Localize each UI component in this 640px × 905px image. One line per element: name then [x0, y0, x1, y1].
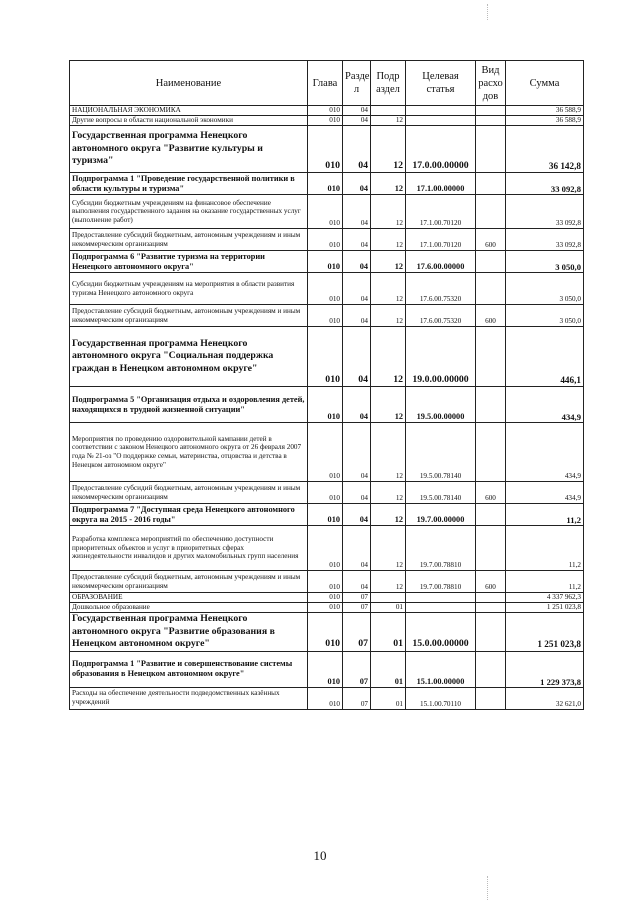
header-glava: Глава [308, 61, 343, 106]
cell-glava: 010 [308, 423, 343, 482]
cell-vid [476, 593, 506, 603]
cell-vid [476, 613, 506, 652]
table-row [70, 195, 584, 229]
cell-celevaya [406, 593, 476, 603]
cell-vid [476, 173, 506, 195]
header-razdel: Разде л [343, 61, 371, 106]
cell-podrazdel [371, 593, 406, 603]
table-row [70, 571, 584, 593]
cell-summa: 33 092,8 [506, 173, 584, 195]
header-summa: Сумма [506, 61, 584, 106]
cell-glava: 010 [308, 126, 343, 173]
cell-name: Предоставление субсидий бюджетным, автономным учреждениям и иным некоммерческим организациям [70, 229, 308, 251]
cell-vid [476, 126, 506, 173]
cell-summa: 3 050,0 [506, 305, 584, 327]
cell-podrazdel: 12 [371, 229, 406, 251]
cell-vid [476, 251, 506, 273]
cell-razdel: 04 [343, 173, 371, 195]
cell-glava: 010 [308, 526, 343, 571]
cell-name: НАЦИОНАЛЬНАЯ ЭКОНОМИКА [70, 106, 308, 116]
cell-name: Подпрограмма 1 "Проведение государственной политики в области культуры и туризма" [70, 173, 308, 195]
cell-glava: 010 [308, 387, 343, 423]
cell-summa: 33 092,8 [506, 229, 584, 251]
table-row [70, 613, 584, 652]
cell-razdel: 04 [343, 106, 371, 116]
cell-summa: 434,9 [506, 423, 584, 482]
cell-celevaya: 17.6.00.00000 [406, 251, 476, 273]
cell-celevaya: 17.6.00.75320 [406, 305, 476, 327]
scan-artifact [487, 4, 489, 20]
cell-name: Субсидии бюджетным учреждениям на финансовое обеспечение выполнения государственного задания на оказание государственных услуг (выполнение работ) [70, 195, 308, 229]
cell-podrazdel: 12 [371, 195, 406, 229]
cell-vid [476, 687, 506, 709]
cell-name: Предоставление субсидий бюджетным, автономным учреждениям и иным некоммерческим организациям [70, 305, 308, 327]
cell-glava: 010 [308, 613, 343, 652]
page-number: 10 [313, 848, 327, 863]
cell-razdel: 04 [343, 229, 371, 251]
cell-celevaya: 19.0.00.00000 [406, 327, 476, 387]
cell-podrazdel [371, 106, 406, 116]
table-row [70, 251, 584, 273]
cell-name: Подпрограмма 7 "Доступная среда Ненецкого автономного округа на 2015 - 2016 годы" [70, 504, 308, 526]
cell-glava: 010 [308, 571, 343, 593]
cell-glava: 010 [308, 195, 343, 229]
cell-summa: 36 588,9 [506, 106, 584, 116]
cell-summa: 1 251 023,8 [506, 613, 584, 652]
table-row [70, 687, 584, 709]
cell-glava: 010 [308, 251, 343, 273]
cell-celevaya: 17.1.00.00000 [406, 173, 476, 195]
table-row [70, 482, 584, 504]
cell-razdel: 04 [343, 273, 371, 305]
cell-summa: 434,9 [506, 387, 584, 423]
cell-podrazdel: 12 [371, 504, 406, 526]
cell-celevaya: 17.6.00.75320 [406, 273, 476, 305]
cell-summa: 446,1 [506, 327, 584, 387]
cell-vid [476, 106, 506, 116]
table-row [70, 116, 584, 126]
table-row [70, 526, 584, 571]
cell-podrazdel: 12 [371, 327, 406, 387]
cell-razdel: 07 [343, 687, 371, 709]
cell-celevaya: 15.1.00.00000 [406, 651, 476, 687]
cell-summa: 434,9 [506, 482, 584, 504]
cell-summa: 4 337 962,3 [506, 593, 584, 603]
cell-celevaya: 17.1.00.70120 [406, 229, 476, 251]
cell-name: Дошкольное образование [70, 603, 308, 613]
cell-vid [476, 116, 506, 126]
cell-glava: 010 [308, 651, 343, 687]
cell-razdel: 07 [343, 651, 371, 687]
cell-name: ОБРАЗОВАНИЕ [70, 593, 308, 603]
cell-podrazdel: 01 [371, 603, 406, 613]
table-row [70, 387, 584, 423]
cell-razdel: 07 [343, 603, 371, 613]
cell-name: Предоставление субсидий бюджетным, автономным учреждениям и иным некоммерческим организациям [70, 571, 308, 593]
cell-glava: 010 [308, 687, 343, 709]
cell-vid [476, 273, 506, 305]
cell-name: Разработка комплекса мероприятий по обеспечению доступности приоритетных объектов и услуг в приоритетных сферах жизнедеятельности инвалидов и других маломобильных групп населения [70, 526, 308, 571]
header-celevaya: Целевая статья [406, 61, 476, 106]
table-row [70, 126, 584, 173]
cell-name: Другие вопросы в области национальной экономики [70, 116, 308, 126]
cell-podrazdel: 12 [371, 251, 406, 273]
table-row [70, 651, 584, 687]
cell-celevaya: 15.1.00.70110 [406, 687, 476, 709]
cell-podrazdel: 12 [371, 116, 406, 126]
scan-artifact [487, 876, 489, 900]
cell-podrazdel: 12 [371, 305, 406, 327]
cell-vid [476, 526, 506, 571]
cell-summa: 1 229 373,8 [506, 651, 584, 687]
cell-glava: 010 [308, 173, 343, 195]
cell-podrazdel: 12 [371, 173, 406, 195]
cell-celevaya: 19.5.00.78140 [406, 482, 476, 504]
cell-vid [476, 423, 506, 482]
cell-podrazdel: 01 [371, 687, 406, 709]
cell-razdel: 04 [343, 195, 371, 229]
cell-name: Расходы на обеспечение деятельности подведомственных казённых учреждений [70, 687, 308, 709]
table-row [70, 327, 584, 387]
cell-summa: 3 050,0 [506, 251, 584, 273]
cell-glava: 010 [308, 327, 343, 387]
budget-table [69, 60, 584, 710]
cell-razdel: 04 [343, 305, 371, 327]
cell-podrazdel: 01 [371, 651, 406, 687]
cell-vid: 600 [476, 305, 506, 327]
cell-razdel: 04 [343, 116, 371, 126]
cell-vid [476, 651, 506, 687]
cell-summa: 11,2 [506, 504, 584, 526]
cell-razdel: 04 [343, 504, 371, 526]
cell-podrazdel: 12 [371, 482, 406, 504]
cell-podrazdel: 12 [371, 126, 406, 173]
cell-glava: 010 [308, 106, 343, 116]
header-podrazdel: Подр аздел [371, 61, 406, 106]
cell-name: Подпрограмма 6 "Развитие туризма на территории Ненецкого автономного округа" [70, 251, 308, 273]
cell-celevaya: 15.0.00.00000 [406, 613, 476, 652]
cell-summa: 36 588,9 [506, 116, 584, 126]
cell-name: Подпрограмма 1 "Развитие и совершенствование системы образования в Ненецком автономном округе" [70, 651, 308, 687]
cell-summa: 1 251 023,8 [506, 603, 584, 613]
cell-vid [476, 387, 506, 423]
cell-vid [476, 504, 506, 526]
cell-celevaya: 17.0.00.00000 [406, 126, 476, 173]
cell-glava: 010 [308, 116, 343, 126]
cell-glava: 010 [308, 593, 343, 603]
cell-vid: 600 [476, 571, 506, 593]
cell-glava: 010 [308, 229, 343, 251]
cell-glava: 010 [308, 504, 343, 526]
table-row [70, 229, 584, 251]
cell-name: Государственная программа Ненецкого автономного округа "Развитие образования в Ненецком автономном округе" [70, 613, 308, 652]
table-row [70, 593, 584, 603]
cell-razdel: 04 [343, 571, 371, 593]
cell-name: Государственная программа Ненецкого автономного округа "Развитие культуры и туризма" [70, 126, 308, 173]
cell-summa: 11,2 [506, 571, 584, 593]
cell-podrazdel: 12 [371, 273, 406, 305]
table-row [70, 106, 584, 116]
cell-podrazdel: 12 [371, 526, 406, 571]
cell-celevaya: 19.7.00.00000 [406, 504, 476, 526]
cell-vid: 600 [476, 482, 506, 504]
cell-razdel: 07 [343, 593, 371, 603]
cell-podrazdel: 12 [371, 387, 406, 423]
cell-glava: 010 [308, 305, 343, 327]
cell-razdel: 04 [343, 482, 371, 504]
cell-razdel: 04 [343, 526, 371, 571]
cell-vid: 600 [476, 229, 506, 251]
cell-summa: 3 050,0 [506, 273, 584, 305]
cell-razdel: 04 [343, 327, 371, 387]
table-row [70, 423, 584, 482]
cell-summa: 32 621,0 [506, 687, 584, 709]
cell-vid [476, 603, 506, 613]
cell-summa: 36 142,8 [506, 126, 584, 173]
cell-razdel: 04 [343, 251, 371, 273]
cell-celevaya: 19.5.00.78140 [406, 423, 476, 482]
table-row [70, 173, 584, 195]
cell-podrazdel: 12 [371, 423, 406, 482]
cell-razdel: 04 [343, 126, 371, 173]
cell-glava: 010 [308, 603, 343, 613]
cell-razdel: 04 [343, 387, 371, 423]
cell-celevaya: 17.1.00.70120 [406, 195, 476, 229]
cell-name: Предоставление субсидий бюджетным, автономным учреждениям и иным некоммерческим организациям [70, 482, 308, 504]
header-name: Наименование [70, 61, 308, 106]
cell-vid [476, 327, 506, 387]
cell-glava: 010 [308, 482, 343, 504]
cell-summa: 11,2 [506, 526, 584, 571]
cell-glava: 010 [308, 273, 343, 305]
header-vid: Вид расхо дов [476, 61, 506, 106]
cell-celevaya: 19.7.00.78810 [406, 571, 476, 593]
cell-podrazdel: 01 [371, 613, 406, 652]
table-header-row [70, 61, 584, 106]
table-row [70, 603, 584, 613]
cell-name: Подпрограмма 5 "Организация отдыха и оздоровления детей, находящихся в трудной жизненной ситуации" [70, 387, 308, 423]
cell-razdel: 07 [343, 613, 371, 652]
cell-celevaya [406, 116, 476, 126]
cell-summa: 33 092,8 [506, 195, 584, 229]
cell-celevaya [406, 603, 476, 613]
table-row [70, 504, 584, 526]
cell-celevaya [406, 106, 476, 116]
cell-name: Субсидии бюджетным учреждениям на мероприятия в области развития туризма Ненецкого автономного округа [70, 273, 308, 305]
cell-vid [476, 195, 506, 229]
cell-razdel: 04 [343, 423, 371, 482]
cell-name: Государственная программа Ненецкого автономного округа "Социальная поддержка граждан в Ненецком автономном округе" [70, 327, 308, 387]
cell-celevaya: 19.7.00.78810 [406, 526, 476, 571]
table-row [70, 305, 584, 327]
table-row [70, 273, 584, 305]
cell-podrazdel: 12 [371, 571, 406, 593]
cell-name: Мероприятия по проведению оздоровительной кампании детей в соответствии с законом Ненецкого автономного округа от 26 февраля 2007 года № 21-оз "О поддержке семьи, материнства, отцовства и детства в Ненецком автономном округе" [70, 423, 308, 482]
cell-celevaya: 19.5.00.00000 [406, 387, 476, 423]
